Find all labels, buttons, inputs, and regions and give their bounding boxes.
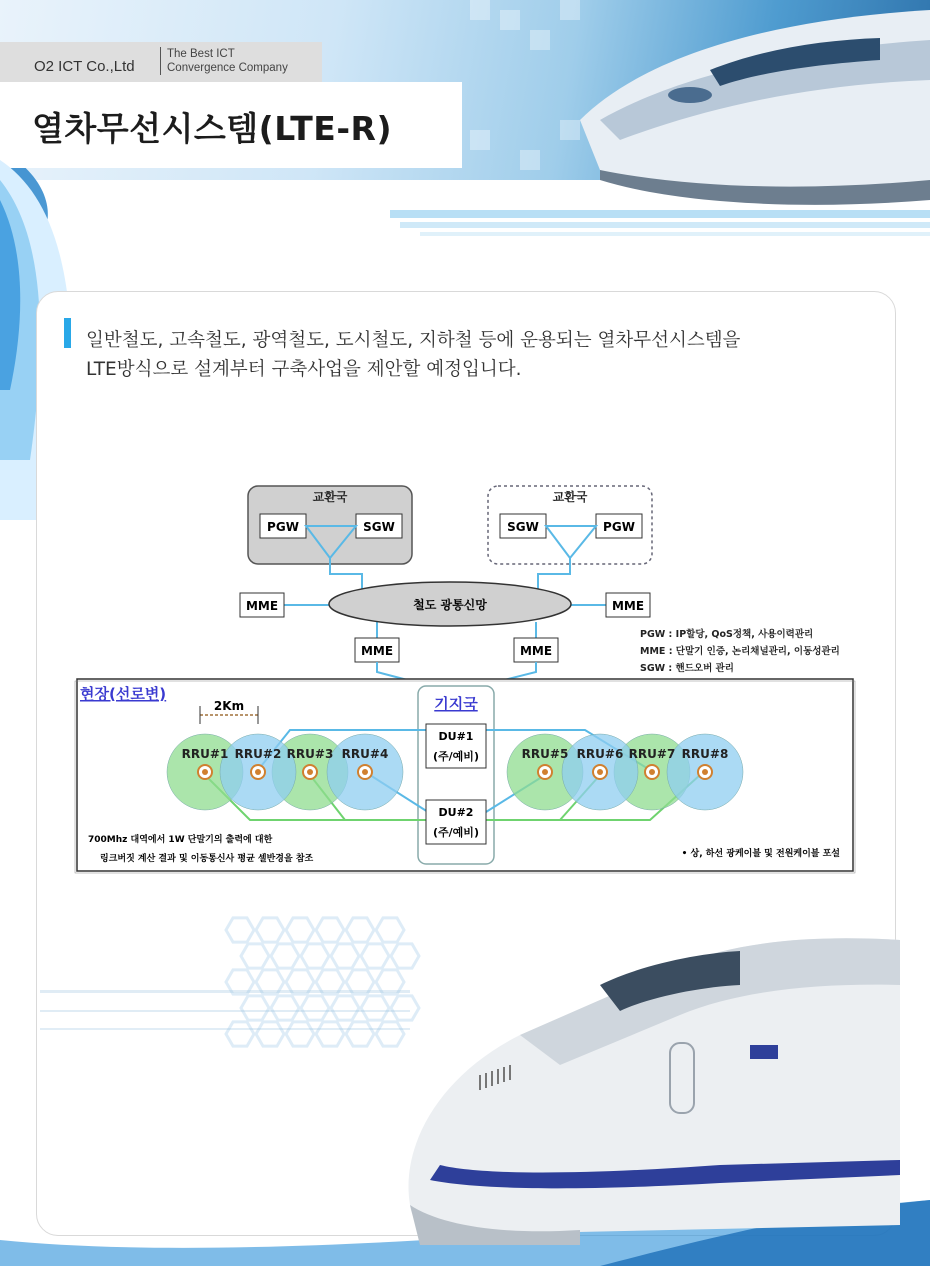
du1-label: DU#1 bbox=[438, 730, 474, 743]
pgw-left-label: PGW bbox=[267, 520, 299, 534]
slogan-line-2: Convergence Company bbox=[167, 62, 288, 74]
train-icon bbox=[380, 925, 900, 1245]
hexagon-decoration bbox=[316, 918, 344, 942]
rru-label: RRU#4 bbox=[341, 747, 389, 761]
hexagon-decoration bbox=[226, 918, 254, 942]
note-left-1: 700Mhz 대역에서 1W 단말기의 출력에 대한 bbox=[88, 835, 273, 845]
hexagon-decoration bbox=[286, 1022, 314, 1046]
du2-sublabel: (주/예비) bbox=[433, 826, 479, 839]
legend-item: PGW : IP할당, QoS정책, 사용이력관리 bbox=[640, 629, 814, 640]
hexagon-decoration bbox=[226, 1022, 254, 1046]
rru-antenna-dot bbox=[597, 769, 603, 775]
intro-line-2: LTE방식으로 설계부터 구축사업을 제안할 예정입니다. bbox=[86, 359, 522, 380]
hexagon-decoration bbox=[286, 918, 314, 942]
network-label: 철도 광통신망 bbox=[413, 598, 487, 612]
page-title: 열차무선시스템(LTE-R) bbox=[32, 109, 393, 148]
hexagon-decoration bbox=[331, 996, 359, 1020]
rru-label: RRU#8 bbox=[681, 747, 729, 761]
hexagon-decoration bbox=[256, 918, 284, 942]
hexagon-decoration bbox=[301, 996, 329, 1020]
exchange-left-title: 교환국 bbox=[312, 490, 348, 504]
sgw-left-label: SGW bbox=[363, 520, 395, 534]
legend-item: MME : 단말기 인증, 논리채널관리, 이동성관리 bbox=[640, 646, 840, 657]
du2-label: DU#2 bbox=[438, 806, 474, 819]
rru-label: RRU#1 bbox=[181, 747, 229, 761]
mme-lower-right-label: MME bbox=[519, 644, 553, 658]
intro-line-1: 일반철도, 고속철도, 광역철도, 도시철도, 지하철 등에 운용되는 열차무선시스템을 bbox=[86, 330, 741, 351]
hexagon-decoration bbox=[241, 944, 269, 968]
hexagon-decoration bbox=[346, 918, 374, 942]
mme-left-label: MME bbox=[245, 599, 279, 613]
rru-antenna-dot bbox=[202, 769, 208, 775]
distance-label: 2Km bbox=[213, 699, 245, 713]
hexagon-decoration bbox=[256, 1022, 284, 1046]
note-right: • 상, 하선 광케이블 및 전원케이블 포설 bbox=[681, 849, 840, 859]
hexagon-decoration bbox=[241, 996, 269, 1020]
hexagon-decoration bbox=[271, 996, 299, 1020]
rru-label: RRU#2 bbox=[234, 747, 282, 761]
slogan-line-1: The Best ICT bbox=[167, 48, 235, 60]
rru-label: RRU#7 bbox=[628, 747, 676, 761]
mme-right-label: MME bbox=[611, 599, 645, 613]
pgw-right-label: PGW bbox=[603, 520, 635, 534]
sgw-right-label: SGW bbox=[507, 520, 539, 534]
field-title: 현장(선로변) bbox=[80, 685, 167, 703]
rru-label: RRU#5 bbox=[521, 747, 569, 761]
exchange-right-title: 교환국 bbox=[552, 490, 588, 504]
rru-antenna-dot bbox=[255, 769, 261, 775]
hexagon-decoration bbox=[316, 1022, 344, 1046]
rru-antenna-dot bbox=[362, 769, 368, 775]
rru-label: RRU#3 bbox=[286, 747, 334, 761]
du1-sublabel: (주/예비) bbox=[433, 750, 479, 763]
hexagon-decoration bbox=[346, 1022, 374, 1046]
rru-label: RRU#6 bbox=[576, 747, 624, 761]
company-name: O2 ICT Co.,Ltd bbox=[34, 58, 135, 75]
rru-antenna-dot bbox=[542, 769, 548, 775]
rru-antenna-dot bbox=[702, 769, 708, 775]
base-station-label: 기지국 bbox=[434, 695, 478, 713]
hexagon-decoration bbox=[331, 944, 359, 968]
rru-antenna-dot bbox=[649, 769, 655, 775]
mme-lower-left-label: MME bbox=[360, 644, 394, 658]
hexagon-decoration bbox=[301, 944, 329, 968]
hexagon-decoration bbox=[271, 944, 299, 968]
rru-antenna-dot bbox=[307, 769, 313, 775]
legend-item: SGW : 핸드오버 관리 bbox=[640, 663, 734, 674]
note-left-2: 링크버짓 계산 결과 및 이동통신사 평균 셀반경을 참조 bbox=[100, 854, 314, 864]
